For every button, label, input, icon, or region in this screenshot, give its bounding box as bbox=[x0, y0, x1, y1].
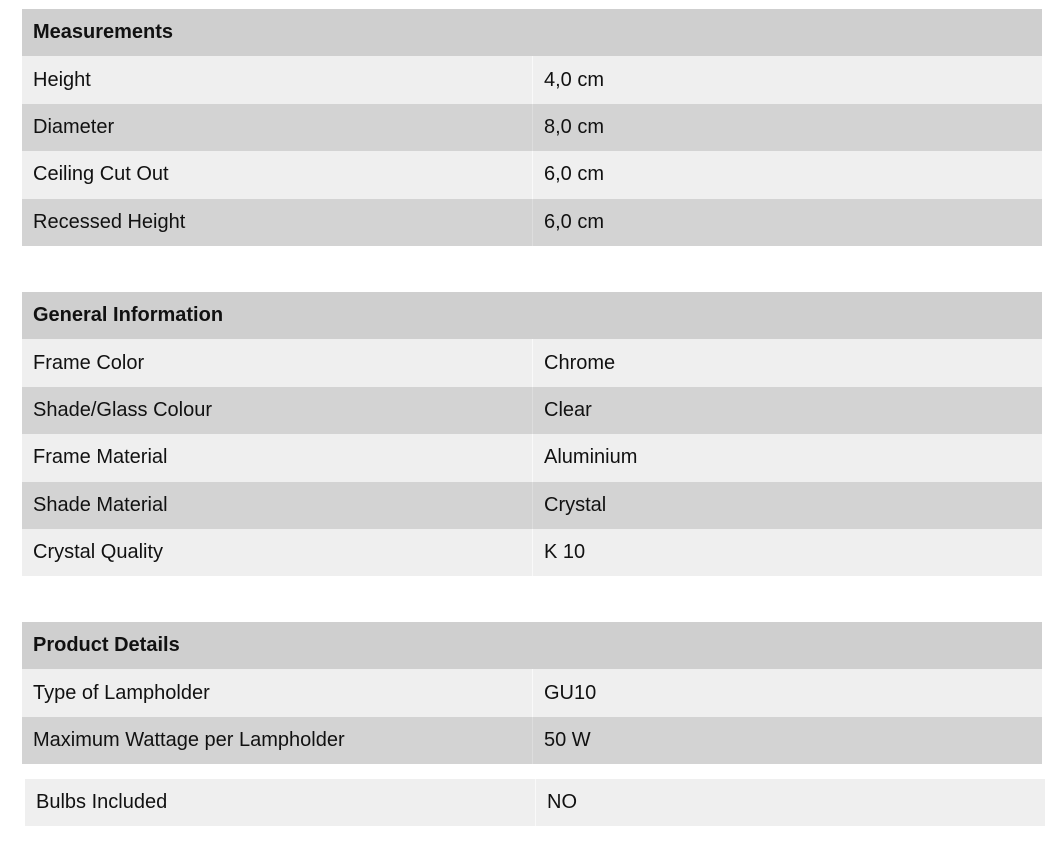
table-row bbox=[22, 717, 1042, 764]
row-label: Bulbs Included bbox=[36, 791, 168, 813]
general-information-table bbox=[22, 292, 1042, 576]
row-label: Diameter bbox=[33, 115, 115, 138]
product-details-header: Product Details bbox=[22, 622, 1042, 669]
row-value: NO bbox=[535, 779, 1045, 826]
table-row bbox=[22, 56, 1042, 103]
table-row bbox=[22, 669, 1042, 716]
row-label: Ceiling Cut Out bbox=[33, 163, 169, 186]
row-label: Height bbox=[33, 68, 91, 91]
bulbs-included-row bbox=[25, 779, 1045, 826]
table-row bbox=[22, 104, 1042, 151]
row-value: 4,0 cm bbox=[532, 56, 1042, 103]
table-row bbox=[22, 339, 1042, 386]
table-row bbox=[22, 151, 1042, 198]
general-information-header: General Information bbox=[22, 292, 1042, 339]
measurements-table bbox=[22, 9, 1042, 246]
row-value: 6,0 cm bbox=[532, 151, 1042, 198]
product-details-table bbox=[22, 622, 1042, 764]
row-label: Recessed Height bbox=[33, 210, 186, 233]
table-row bbox=[22, 482, 1042, 529]
row-label: Crystal Quality bbox=[33, 541, 164, 564]
table-row bbox=[22, 434, 1042, 481]
row-label: Maximum Wattage per Lampholder bbox=[33, 728, 345, 751]
row-label: Shade Material bbox=[33, 493, 168, 516]
row-value: Clear bbox=[532, 387, 1042, 434]
row-value: K 10 bbox=[532, 529, 1042, 576]
row-value: Aluminium bbox=[532, 434, 1042, 481]
row-value: 50 W bbox=[532, 717, 1042, 764]
table-row bbox=[22, 199, 1042, 246]
measurements-header: Measurements bbox=[22, 9, 1042, 56]
row-value: 6,0 cm bbox=[532, 199, 1042, 246]
row-value: Chrome bbox=[532, 339, 1042, 386]
row-label: Type of Lampholder bbox=[33, 681, 210, 704]
table-row bbox=[22, 529, 1042, 576]
table-row bbox=[22, 387, 1042, 434]
row-value: 8,0 cm bbox=[532, 104, 1042, 151]
row-label: Frame Material bbox=[33, 446, 168, 469]
row-value: Crystal bbox=[532, 482, 1042, 529]
row-label: Frame Color bbox=[33, 351, 145, 374]
row-value: GU10 bbox=[532, 669, 1042, 716]
row-label: Shade/Glass Colour bbox=[33, 398, 212, 421]
